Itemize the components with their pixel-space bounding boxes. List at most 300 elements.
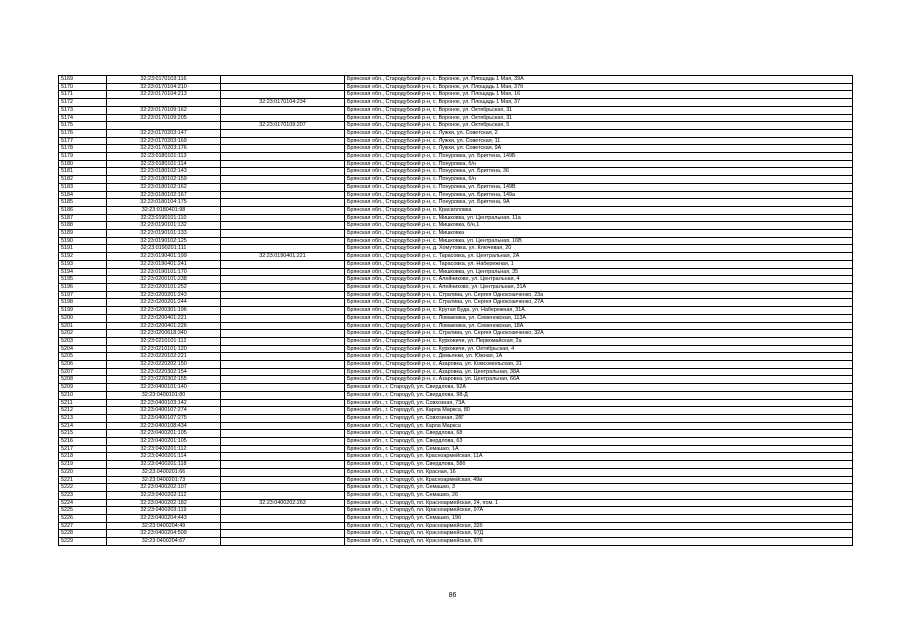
related-cadastral-number-cell [221, 153, 345, 161]
cadastral-number-cell: 32:23:0400107:274 [107, 407, 221, 415]
related-cadastral-number-cell [221, 237, 345, 245]
cadastral-number-cell: 32:23:0400201:66 [107, 468, 221, 476]
cadastral-number-cell: 32:23:0220302:155 [107, 376, 221, 384]
cadastral-number-cell: 32:23:0190401:199 [107, 253, 221, 261]
related-cadastral-number-cell [221, 160, 345, 168]
related-cadastral-number-cell [221, 168, 345, 176]
address-cell: Брянская обл., г. Стародуб, пл. Красноармейская, 97А [345, 507, 853, 515]
register-table-body [59, 76, 853, 546]
related-cadastral-number-cell [221, 106, 345, 114]
related-cadastral-number-cell [221, 491, 345, 499]
cadastral-number-cell: 32:23:0190101:132 [107, 222, 221, 230]
table-row [59, 145, 853, 153]
address-cell: Брянская обл., Стародубский р-н, с. Демьянки, ул. Южная, 1А [345, 353, 853, 361]
table-row [59, 245, 853, 253]
address-cell: Брянская обл., Стародубский р-н, с. Воронок, ул. Площадь 1 Мая, 39А [345, 76, 853, 84]
address-cell: Брянская обл., Стародубский р-н, с. Алейниково, ул. Центральная, 4 [345, 276, 853, 284]
address-cell: Брянская обл., Стародубский р-н, с. Курковичи, ул. Первомайская, 2а [345, 337, 853, 345]
cadastral-number-cell: 32:23:0200401:221 [107, 314, 221, 322]
row-number-cell: 5221 [59, 476, 107, 484]
table-row [59, 337, 853, 345]
row-number-cell: 5218 [59, 453, 107, 461]
register-table [58, 75, 853, 546]
cadastral-number-cell: 32:23:0190201:111 [107, 245, 221, 253]
address-cell: Брянская обл., Стародубский р-н, с. Понуровка, ул. Бригтена, 149Б [345, 153, 853, 161]
cadastral-number-cell: 32:23:0200401:226 [107, 322, 221, 330]
table-row [59, 206, 853, 214]
table-row [59, 153, 853, 161]
address-cell: Брянская обл., Стародубский р-н, с. Лужки, ул. Советская, 11 [345, 137, 853, 145]
row-number-cell: 5196 [59, 283, 107, 291]
related-cadastral-number-cell [221, 83, 345, 91]
row-number-cell: 5208 [59, 376, 107, 384]
row-number-cell: 5176 [59, 129, 107, 137]
row-number-cell: 5213 [59, 414, 107, 422]
address-cell: Брянская обл., Стародубский р-н, с. Мишковка, ул. Центральная, 11а [345, 214, 853, 222]
related-cadastral-number-cell [221, 461, 345, 469]
row-number-cell: 5178 [59, 145, 107, 153]
related-cadastral-number-cell [221, 137, 345, 145]
table-row [59, 453, 853, 461]
address-cell: Брянская обл., Стародубский р-н, с. Воронок, ул. Площадь 1 Мая, 37 [345, 99, 853, 107]
table-row [59, 361, 853, 369]
row-number-cell: 5200 [59, 314, 107, 322]
row-number-cell: 5222 [59, 484, 107, 492]
row-number-cell: 5227 [59, 522, 107, 530]
cadastral-number-cell: 32:23:0210101:112 [107, 337, 221, 345]
related-cadastral-number-cell [221, 283, 345, 291]
table-row [59, 137, 853, 145]
row-number-cell: 5192 [59, 253, 107, 261]
address-cell: Брянская обл., г. Стародуб, ул. Семашко, 1А [345, 445, 853, 453]
table-row [59, 476, 853, 484]
related-cadastral-number-cell [221, 468, 345, 476]
table-row [59, 237, 853, 245]
table-row [59, 538, 853, 546]
address-cell: Брянская обл., г. Стародуб, пл. Красноармейская, 32б [345, 522, 853, 530]
table-row [59, 391, 853, 399]
row-number-cell: 5186 [59, 206, 107, 214]
related-cadastral-number-cell [221, 399, 345, 407]
cadastral-number-cell: 32:23:0200301:196 [107, 307, 221, 315]
address-cell: Брянская обл., Стародубский р-н, с. Понуровка, ул. Бригтена, 149а [345, 191, 853, 199]
address-cell: Брянская обл., Стародубский р-н, с. Азаровка, ул. Центральная, 66А [345, 376, 853, 384]
address-cell: Брянская обл., г. Стародуб, ул. Свердлова, 63 [345, 438, 853, 446]
address-cell: Брянская обл., Стародубский р-н, с. Лужки, ул. Советская, 9А [345, 145, 853, 153]
row-number-cell: 5220 [59, 468, 107, 476]
cadastral-number-cell: 32:23:0200201:244 [107, 299, 221, 307]
table-row [59, 407, 853, 415]
related-cadastral-number-cell: 32:23:0190401:221 [221, 253, 345, 261]
address-cell: Брянская обл., г. Стародуб, ул. Семашко, 19б [345, 515, 853, 523]
related-cadastral-number-cell [221, 183, 345, 191]
address-cell: Брянская обл., Стародубский р-н, с. Понуровка, б/н [345, 176, 853, 184]
table-row [59, 353, 853, 361]
cadastral-number-cell: 32:23:0220302:154 [107, 368, 221, 376]
related-cadastral-number-cell [221, 407, 345, 415]
table-row [59, 160, 853, 168]
related-cadastral-number-cell [221, 522, 345, 530]
table-row [59, 530, 853, 538]
table-row [59, 191, 853, 199]
related-cadastral-number-cell [221, 484, 345, 492]
cadastral-number-cell: 32:23:0400101:80 [107, 391, 221, 399]
row-number-cell: 5207 [59, 368, 107, 376]
row-number-cell: 5190 [59, 237, 107, 245]
cadastral-number-cell: 32:23:0210101:120 [107, 345, 221, 353]
row-number-cell: 5224 [59, 499, 107, 507]
address-cell: Брянская обл., г. Стародуб, ул. Карла Маркса, 80 [345, 407, 853, 415]
related-cadastral-number-cell [221, 268, 345, 276]
row-number-cell: 5179 [59, 153, 107, 161]
cadastral-number-cell: 32:23:0170104:213 [107, 91, 221, 99]
row-number-cell: 5199 [59, 307, 107, 315]
row-number-cell: 5170 [59, 83, 107, 91]
related-cadastral-number-cell [221, 438, 345, 446]
row-number-cell: 5216 [59, 438, 107, 446]
row-number-cell: 5173 [59, 106, 107, 114]
cadastral-number-cell: 32:23:0400201:114 [107, 453, 221, 461]
cadastral-number-cell: 32:23:0190101:110 [107, 214, 221, 222]
row-number-cell: 5209 [59, 384, 107, 392]
row-number-cell: 5212 [59, 407, 107, 415]
address-cell: Брянская обл., Стародубский р-н, с. Понуровка, ул. Бригтена, 36 [345, 168, 853, 176]
cadastral-number-cell: 32:23:0170104:210 [107, 83, 221, 91]
table-row [59, 314, 853, 322]
related-cadastral-number-cell [221, 260, 345, 268]
cadastral-number-cell: 32:23:0180102:162 [107, 183, 221, 191]
related-cadastral-number-cell [221, 222, 345, 230]
cadastral-number-cell: 32:23:0200201:243 [107, 291, 221, 299]
cadastral-number-cell: 32:23:0400202:107 [107, 484, 221, 492]
cadastral-number-cell: 32:23:0400108:434 [107, 422, 221, 430]
cadastral-number-cell: 32:23:0200101:238 [107, 276, 221, 284]
address-cell: Брянская обл., г. Стародуб, ул. Карла Маркса [345, 422, 853, 430]
row-number-cell: 5177 [59, 137, 107, 145]
table-row [59, 484, 853, 492]
address-cell: Брянская обл., г. Стародуб, ул. Семашко, 3 [345, 484, 853, 492]
table-row [59, 322, 853, 330]
related-cadastral-number-cell [221, 391, 345, 399]
related-cadastral-number-cell [221, 245, 345, 253]
address-cell: Брянская обл., Стародубский р-н, с. Тарасовка, ул. Набережная, 1 [345, 260, 853, 268]
row-number-cell: 5202 [59, 330, 107, 338]
table-row [59, 438, 853, 446]
related-cadastral-number-cell [221, 214, 345, 222]
cadastral-number-cell: 32:23:0180102:159 [107, 176, 221, 184]
address-cell: Брянская обл., Стародубский р-н, с. Мишковка, ул. Центральная, 35 [345, 268, 853, 276]
row-number-cell: 5217 [59, 445, 107, 453]
table-row [59, 199, 853, 207]
cadastral-number-cell: 32:23:0180401:98 [107, 206, 221, 214]
table-row [59, 384, 853, 392]
cadastral-number-cell: 32:23:0400204:49 [107, 522, 221, 530]
row-number-cell: 5225 [59, 507, 107, 515]
cadastral-number-cell: 32:23:0180102:167 [107, 191, 221, 199]
related-cadastral-number-cell: 32:23:0400202:263 [221, 499, 345, 507]
table-row [59, 376, 853, 384]
table-row [59, 368, 853, 376]
row-number-cell: 5226 [59, 515, 107, 523]
table-row [59, 83, 853, 91]
address-cell: Брянская обл., Стародубский р-н, с. Курковичи, ул. Октябрьская, 4 [345, 345, 853, 353]
address-cell: Брянская обл., г. Стародуб, пл. Красная, 16 [345, 468, 853, 476]
page-number: 86 [448, 592, 457, 599]
row-number-cell: 5194 [59, 268, 107, 276]
cadastral-number-cell: 32:23:0400201:112 [107, 445, 221, 453]
cadastral-number-cell: 32:23:0180102:143 [107, 168, 221, 176]
table-row [59, 499, 853, 507]
related-cadastral-number-cell [221, 191, 345, 199]
row-number-cell: 5201 [59, 322, 107, 330]
address-cell: Брянская обл., г. Стародуб, ул. Свердлова, 58б [345, 461, 853, 469]
related-cadastral-number-cell [221, 445, 345, 453]
related-cadastral-number-cell [221, 422, 345, 430]
related-cadastral-number-cell [221, 230, 345, 238]
cadastral-number-cell: 32:23:0400201:73 [107, 476, 221, 484]
address-cell: Брянская обл., г. Стародуб, ул. Семашко, 26 [345, 491, 853, 499]
cadastral-number-cell: 32:23:0170103:116 [107, 76, 221, 84]
address-cell: Брянская обл., Стародубский р-н, с. Ломаковка, ул. Семеновская, 113А [345, 314, 853, 322]
cadastral-number-cell: 32:23:0400202:112 [107, 491, 221, 499]
address-cell: Брянская обл., Стародубский р-н, с. Воронок, ул. Площадь 1 Мая, 37б [345, 83, 853, 91]
row-number-cell: 5174 [59, 114, 107, 122]
cadastral-number-cell [107, 99, 221, 107]
table-row [59, 99, 853, 107]
row-number-cell: 5223 [59, 491, 107, 499]
related-cadastral-number-cell [221, 114, 345, 122]
cadastral-number-cell: 32:23:0400203:119 [107, 507, 221, 515]
cadastral-number-cell: 32:23:0180104:175 [107, 199, 221, 207]
table-row [59, 399, 853, 407]
row-number-cell: 5183 [59, 183, 107, 191]
related-cadastral-number-cell [221, 206, 345, 214]
cadastral-number-cell: 32:23:0170203:147 [107, 129, 221, 137]
cadastral-number-cell: 32:23:0400101:140 [107, 384, 221, 392]
related-cadastral-number-cell [221, 376, 345, 384]
related-cadastral-number-cell [221, 129, 345, 137]
related-cadastral-number-cell [221, 515, 345, 523]
table-row [59, 276, 853, 284]
table-row [59, 214, 853, 222]
row-number-cell: 5219 [59, 461, 107, 469]
table-row [59, 114, 853, 122]
related-cadastral-number-cell [221, 76, 345, 84]
address-cell: Брянская обл., г. Стародуб, пл. Красноармейская, 24, пом. 1 [345, 499, 853, 507]
cadastral-number-cell: 32:23:0400204:67 [107, 538, 221, 546]
related-cadastral-number-cell [221, 145, 345, 153]
related-cadastral-number-cell [221, 353, 345, 361]
table-row [59, 253, 853, 261]
cadastral-number-cell: 32:23:0400202:182 [107, 499, 221, 507]
row-number-cell: 5188 [59, 222, 107, 230]
table-row [59, 515, 853, 523]
cadastral-number-cell [107, 122, 221, 130]
address-cell: Брянская обл., Стародубский р-н, с. Алейниково, ул. Центральная, 31А [345, 283, 853, 291]
table-row [59, 461, 853, 469]
table-row [59, 129, 853, 137]
table-row [59, 283, 853, 291]
address-cell: Брянская обл., г. Стародуб, ул. Красноармейская, 11А [345, 453, 853, 461]
address-cell: Брянская обл., Стародубский р-н, с. Стратива, ул. Сергея Однокозиченко, 32А [345, 330, 853, 338]
address-cell: Брянская обл., Стародубский р-н, с. Стратива, ул. Сергея Однокозиченко, 27А [345, 299, 853, 307]
related-cadastral-number-cell [221, 314, 345, 322]
table-row [59, 491, 853, 499]
address-cell: Брянская обл., Стародубский р-н, с. Воронок, ул. Октябрьская, 31 [345, 114, 853, 122]
row-number-cell: 5181 [59, 168, 107, 176]
address-cell: Брянская обл., г. Стародуб, ул. Свердлова, 98-Д [345, 391, 853, 399]
row-number-cell: 5210 [59, 391, 107, 399]
row-number-cell: 5215 [59, 430, 107, 438]
related-cadastral-number-cell: 32:23:0170109:207 [221, 122, 345, 130]
related-cadastral-number-cell [221, 476, 345, 484]
related-cadastral-number-cell [221, 507, 345, 515]
row-number-cell: 5172 [59, 99, 107, 107]
address-cell: Брянская обл., Стародубский р-н, с. Азаровка, ул. Центральная, 38А [345, 368, 853, 376]
row-number-cell: 5171 [59, 91, 107, 99]
table-row [59, 422, 853, 430]
address-cell: Брянская обл., г. Стародуб, ул. Совхозная, 73А [345, 399, 853, 407]
related-cadastral-number-cell [221, 414, 345, 422]
address-cell: Брянская обл., Стародубский р-н, с. Крутая Буда, ул. Набережная, 31А [345, 307, 853, 315]
cadastral-number-cell: 32:23:0400204:443 [107, 515, 221, 523]
related-cadastral-number-cell [221, 337, 345, 345]
table-row [59, 168, 853, 176]
table-row [59, 268, 853, 276]
address-cell: Брянская обл., Стародубский р-н, с. Понуровка, б/н [345, 160, 853, 168]
address-cell: Брянская обл., Стародубский р-н, д. Хомутовка, ул. Ключевая, 20 [345, 245, 853, 253]
related-cadastral-number-cell [221, 322, 345, 330]
cadastral-number-cell: 32:23:0400204:509 [107, 530, 221, 538]
related-cadastral-number-cell [221, 91, 345, 99]
address-cell: Брянская обл., Стародубский р-н, п. Красилловка [345, 206, 853, 214]
table-row [59, 122, 853, 130]
table-row [59, 76, 853, 84]
related-cadastral-number-cell [221, 361, 345, 369]
address-cell: Брянская обл., г. Стародуб, ул. Свердлова, 68 [345, 430, 853, 438]
related-cadastral-number-cell [221, 384, 345, 392]
row-number-cell: 5198 [59, 299, 107, 307]
cadastral-number-cell: 32:23:0200101:252 [107, 283, 221, 291]
cadastral-number-cell: 32:23:0200618:340 [107, 330, 221, 338]
row-number-cell: 5185 [59, 199, 107, 207]
cadastral-number-cell: 32:23:0170203:176 [107, 145, 221, 153]
address-cell: Брянская обл., Стародубский р-н, с. Азаровка, ул. Комсомольская, 21 [345, 361, 853, 369]
address-cell: Брянская обл., Стародубский р-н, с. Стратива, ул. Сергея Однокозиченко, 23а [345, 291, 853, 299]
related-cadastral-number-cell [221, 345, 345, 353]
address-cell: Брянская обл., г. Стародуб, ул. Свердлова, 92А [345, 384, 853, 392]
row-number-cell: 5169 [59, 76, 107, 84]
table-row [59, 445, 853, 453]
related-cadastral-number-cell: 32:23:0170104:234 [221, 99, 345, 107]
row-number-cell: 5229 [59, 538, 107, 546]
cadastral-number-cell: 32:23:0220202:150 [107, 361, 221, 369]
related-cadastral-number-cell [221, 453, 345, 461]
related-cadastral-number-cell [221, 276, 345, 284]
table-row [59, 507, 853, 515]
table-row [59, 230, 853, 238]
cadastral-number-cell: 32:23:0190101:170 [107, 268, 221, 276]
cadastral-number-cell: 32:23:0400201:105 [107, 438, 221, 446]
related-cadastral-number-cell [221, 291, 345, 299]
cadastral-number-cell: 32:23:0170109:162 [107, 106, 221, 114]
table-row [59, 468, 853, 476]
related-cadastral-number-cell [221, 299, 345, 307]
row-number-cell: 5182 [59, 176, 107, 184]
address-cell: Брянская обл., г. Стародуб, пл. Красноармейская, 97б [345, 538, 853, 546]
address-cell: Брянская обл., г. Стародуб, ул. Красноармейская, 49в [345, 476, 853, 484]
related-cadastral-number-cell [221, 368, 345, 376]
address-cell: Брянская обл., Стародубский р-н, с. Воронок, ул. Октябрьская, 5 [345, 122, 853, 130]
register-table-sheet [58, 75, 853, 546]
address-cell: Брянская обл., Стародубский р-н, с. Мишковка [345, 230, 853, 238]
row-number-cell: 5197 [59, 291, 107, 299]
table-row [59, 414, 853, 422]
table-row [59, 106, 853, 114]
address-cell: Брянская обл., Стародубский р-н, с. Ломаковка, ул. Семеновская, 18А [345, 322, 853, 330]
row-number-cell: 5189 [59, 230, 107, 238]
row-number-cell: 5193 [59, 260, 107, 268]
table-row [59, 183, 853, 191]
cadastral-number-cell: 32:23:0180101:113 [107, 153, 221, 161]
cadastral-number-cell: 32:23:0190102:125 [107, 237, 221, 245]
address-cell: Брянская обл., Стародубский р-н, с. Понуровка, ул. Бригтена, 9А [345, 199, 853, 207]
related-cadastral-number-cell [221, 538, 345, 546]
related-cadastral-number-cell [221, 330, 345, 338]
table-row [59, 291, 853, 299]
row-number-cell: 5204 [59, 345, 107, 353]
cadastral-number-cell: 32:23:0180101:114 [107, 160, 221, 168]
row-number-cell: 5175 [59, 122, 107, 130]
table-row [59, 330, 853, 338]
cadastral-number-cell: 32:23:0400201:105 [107, 430, 221, 438]
address-cell: Брянская обл., Стародубский р-н, с. Лужки, ул. Советская, 2 [345, 129, 853, 137]
cadastral-number-cell: 32:23:0400201:118 [107, 461, 221, 469]
row-number-cell: 5184 [59, 191, 107, 199]
row-number-cell: 5206 [59, 361, 107, 369]
address-cell: Брянская обл., Стародубский р-н, с. Понуровка, ул. Бригтена, 149В [345, 183, 853, 191]
address-cell: Брянская обл., Стародубский р-н, с. Мишковка, ул. Центральная, 16В [345, 237, 853, 245]
related-cadastral-number-cell [221, 199, 345, 207]
table-row [59, 345, 853, 353]
related-cadastral-number-cell [221, 307, 345, 315]
table-row [59, 91, 853, 99]
row-number-cell: 5205 [59, 353, 107, 361]
row-number-cell: 5214 [59, 422, 107, 430]
address-cell: Брянская обл., г. Стародуб, ул. Совхозная, 28Г [345, 414, 853, 422]
address-cell: Брянская обл., Стародубский р-н, с. Мишковка, б/н,1 [345, 222, 853, 230]
cadastral-number-cell: 32:23:0190401:241 [107, 260, 221, 268]
address-cell: Брянская обл., Стародубский р-н, с. Воронок, ул. Площадь 1 Мая, 16 [345, 91, 853, 99]
table-row [59, 176, 853, 184]
cadastral-number-cell: 32:23:0170109:205 [107, 114, 221, 122]
row-number-cell: 5191 [59, 245, 107, 253]
row-number-cell: 5211 [59, 399, 107, 407]
cadastral-number-cell: 32:23:0400103:142 [107, 399, 221, 407]
cadastral-number-cell: 32:23:0220102:221 [107, 353, 221, 361]
related-cadastral-number-cell [221, 530, 345, 538]
table-row [59, 522, 853, 530]
table-row [59, 260, 853, 268]
table-row [59, 222, 853, 230]
address-cell: Брянская обл., Стародубский р-н, с. Тарасовка, ул. Центральная, 2А [345, 253, 853, 261]
cadastral-number-cell: 32:23:0170203:169 [107, 137, 221, 145]
related-cadastral-number-cell [221, 176, 345, 184]
table-row [59, 307, 853, 315]
address-cell: Брянская обл., г. Стародуб, пл. Красноармейская, 97Д [345, 530, 853, 538]
related-cadastral-number-cell [221, 430, 345, 438]
cadastral-number-cell: 32:23:0400107:275 [107, 414, 221, 422]
